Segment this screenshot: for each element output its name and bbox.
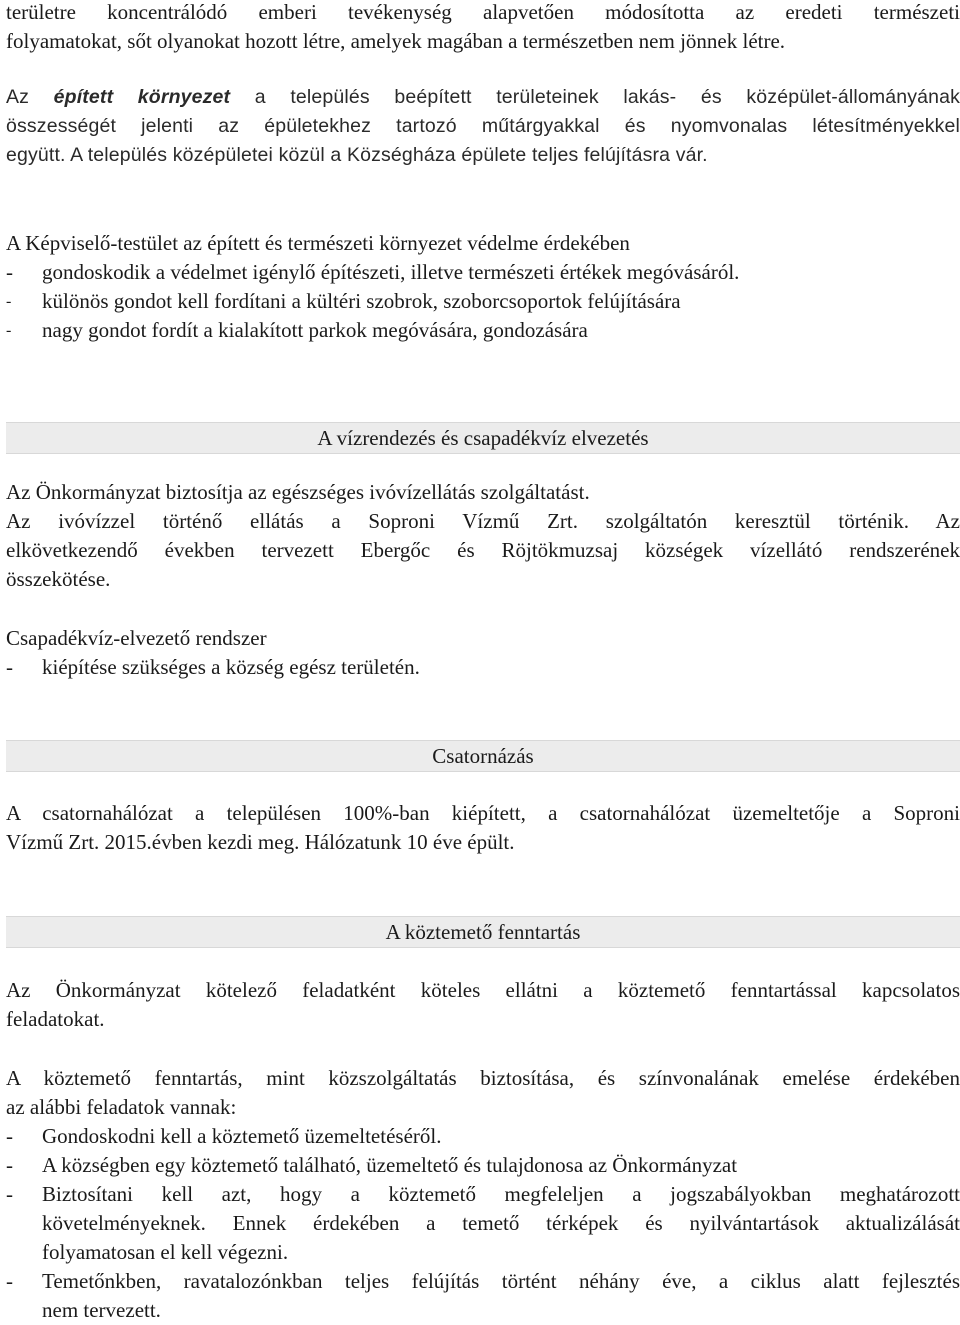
list-item-text: folyamatosan el kell végezni. bbox=[42, 1240, 289, 1264]
built-env-line: együtt. A település középületei közül a Községháza épülete teljes felújításra vár. bbox=[6, 144, 708, 166]
list-item bbox=[6, 1122, 960, 1151]
section-header-cemetery bbox=[6, 916, 960, 948]
water-paragraph bbox=[6, 478, 960, 594]
list-dash: - bbox=[6, 322, 12, 339]
built-environment-paragraph bbox=[6, 83, 960, 170]
intro-paragraph bbox=[6, 0, 960, 56]
list-dash: - bbox=[6, 655, 13, 679]
list-dash: - bbox=[6, 293, 12, 310]
storm-heading: Csapadékvíz-elvezető rendszer bbox=[6, 626, 267, 650]
protection-heading: A Képviselő-testület az épített és természeti környezet védelme érdekében bbox=[6, 231, 630, 255]
protection-section bbox=[6, 229, 960, 345]
list-item-text: Gondoskodni kell a köztemető üzemeltetéséről. bbox=[42, 1124, 442, 1148]
built-env-line bbox=[6, 83, 960, 112]
list-dash: - bbox=[6, 1153, 13, 1177]
section-title: A vízrendezés és csapadékvíz elvezetés bbox=[317, 426, 649, 450]
built-env-line: összességét jelenti az épületekhez tartozó műtárgyakkal és nyomvonalas létesítményekkel bbox=[6, 115, 960, 137]
list-item-text: követelményeknek. Ennek érdekében a temető térképek és nyilvántartások aktualizálását bbox=[42, 1211, 960, 1235]
list-item-text: A községben egy köztemető található, üzemeltető és tulajdonosa az Önkormányzat bbox=[42, 1153, 738, 1177]
list-item bbox=[6, 1180, 960, 1267]
list-item bbox=[6, 1151, 960, 1180]
storm-water-section bbox=[6, 624, 960, 682]
list-item bbox=[6, 287, 960, 316]
list-item bbox=[6, 316, 960, 345]
built-env-term: épített környezet bbox=[53, 86, 231, 108]
list-item bbox=[6, 653, 960, 682]
list-item-text: Temetőnkben, ravatalozónkban teljes felújítás történt néhány éve, a ciklus alatt fejlesztés bbox=[42, 1269, 960, 1293]
section-header-water bbox=[6, 422, 960, 454]
cemetery-line: az alábbi feladatok vannak: bbox=[6, 1095, 237, 1119]
section-title: Csatornázás bbox=[432, 744, 534, 768]
intro-line: folyamatokat, sőt olyanokat hozott létre, amelyek magában a természetben nem jönnek létre. bbox=[6, 29, 786, 53]
list-item-text: nagy gondot fordít a kialakított parkok megóvására, gondozására bbox=[42, 318, 588, 342]
list-item-text: Biztosítani kell azt, hogy a köztemető megfeleljen a jogszabályokban meghatározott bbox=[42, 1182, 960, 1206]
cemetery-line: Az Önkormányzat kötelező feladatként köteles ellátni a köztemető fenntartással kapcsolatos bbox=[6, 978, 960, 1002]
intro-line: területre koncentrálódó emberi tevékenység alapvetően módosította az eredeti természeti bbox=[6, 0, 960, 24]
section-title: A köztemető fenntartás bbox=[385, 920, 581, 944]
list-dash: - bbox=[6, 1182, 13, 1206]
list-dash: - bbox=[6, 1124, 13, 1148]
list-item bbox=[6, 1267, 960, 1325]
built-env-prefix: Az bbox=[6, 86, 54, 108]
list-item-text: különös gondot kell fordítani a kültéri szobrok, szoborcsoportok felújítására bbox=[42, 289, 681, 313]
water-line: összekötése. bbox=[6, 567, 111, 591]
cemetery-line: A köztemető fenntartás, mint közszolgáltatás biztosítása, és színvonalának emelése érdekében bbox=[6, 1066, 960, 1090]
sewer-line: Vízmű Zrt. 2015.évben kezdi meg. Hálózatunk 10 éve épült. bbox=[6, 830, 515, 854]
list-item-text: nem tervezett. bbox=[42, 1298, 161, 1322]
cemetery-paragraph-1 bbox=[6, 976, 960, 1034]
sewer-line: A csatornahálózat a településen 100%-ban kiépített, a csatornahálózat üzemeltetője a Soproni bbox=[6, 801, 960, 825]
list-dash: - bbox=[6, 260, 13, 284]
water-line: Az Önkormányzat biztosítja az egészséges ivóvízellátás szolgáltatást. bbox=[6, 480, 590, 504]
built-env-line1-rest: a település beépített területeinek lakás- és középület-állományának bbox=[230, 86, 960, 108]
sewer-paragraph bbox=[6, 799, 960, 857]
water-line: Az ivóvízzel történő ellátás a Soproni Vízmű Zrt. szolgáltatón keresztül történik. Az bbox=[6, 509, 960, 533]
list-item-text: kiépítése szükséges a község egész területén. bbox=[42, 655, 420, 679]
section-header-sewer bbox=[6, 740, 960, 772]
list-item-text: gondoskodik a védelmet igénylő építészeti, illetve természeti értékek megóvásáról. bbox=[42, 260, 740, 284]
cemetery-line: feladatokat. bbox=[6, 1007, 105, 1031]
list-item bbox=[6, 258, 960, 287]
list-dash: - bbox=[6, 1269, 13, 1293]
water-line: elkövetkezendő években tervezett Ebergőc és Röjtökmuzsaj községek vízellátó rendszerének bbox=[6, 538, 960, 562]
cemetery-paragraph-2 bbox=[6, 1064, 960, 1325]
